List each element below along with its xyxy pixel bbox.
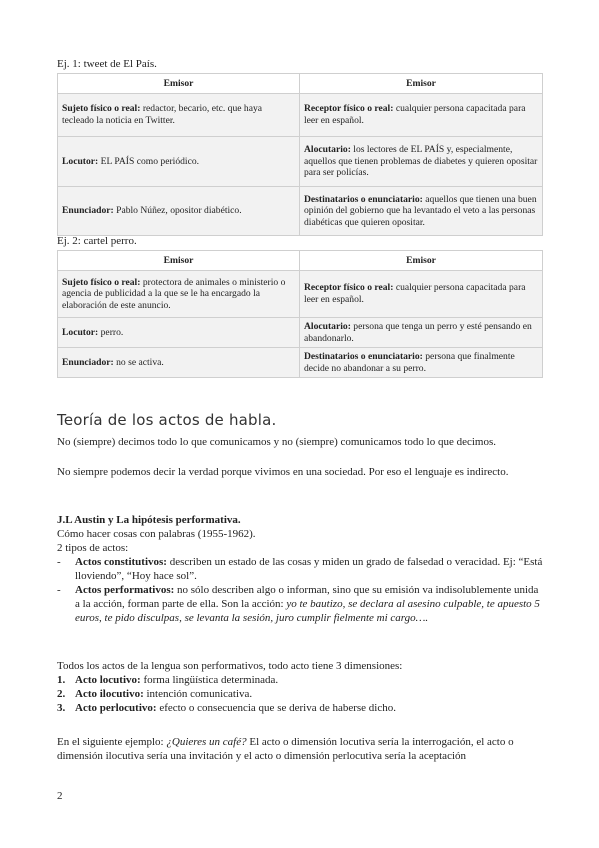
cell-text: cualquier persona capacitada para leer en español. xyxy=(304,103,526,126)
cell-label: Receptor físico o real: xyxy=(304,103,394,115)
text-run: En el siguiente ejemplo: xyxy=(57,736,167,748)
page-number: 2 xyxy=(57,790,63,802)
cell-label: Locutor: xyxy=(62,326,99,338)
item-text: no sólo describen algo o informan, sino que su emisión va indisolublemente unida a la acción, forman parte de ella. Son la acción: xyxy=(75,584,539,610)
item-text: describen un estado de las cosas y miden un grado de falsedad o veracidad. Ej: “Está lloviendo”, “Hoy hace sol”. xyxy=(75,556,543,582)
item-text: forma lingüística determinada. xyxy=(140,674,279,686)
table-cell xyxy=(300,187,543,236)
list-item xyxy=(57,687,543,701)
table-cell xyxy=(58,187,300,236)
item-number: 1. xyxy=(57,674,66,686)
bullet-dash: - xyxy=(57,584,61,596)
table-cell xyxy=(300,318,543,348)
cell-label: Enunciador: xyxy=(62,205,114,217)
numbered-list xyxy=(57,673,543,715)
example-1-caption: Ej. 1: tweet de El País. xyxy=(57,58,157,70)
cell-label: Receptor físico o real: xyxy=(304,282,394,294)
table-cell xyxy=(300,348,543,378)
paragraph: No (siempre) decimos todo lo que comunicamos y no (siempre) comunicamos todo lo que decimos. xyxy=(57,436,496,448)
item-examples: yo te bautizo, se declara al asesino culpable, te apuesto 5 euros, te pido disculpas, se levanta la sesión, juro cumplir fielmente mi cargo…. xyxy=(75,598,540,624)
paragraph xyxy=(57,735,543,763)
table-row xyxy=(58,187,543,236)
subsection-block xyxy=(57,513,543,625)
item-label: Acto locutivo: xyxy=(75,674,141,686)
cell-label: Alocutario: xyxy=(304,144,351,156)
cell-text: Pablo Núñez, opositor diabético. xyxy=(113,205,242,217)
table-row xyxy=(58,348,543,378)
item-label: Acto ilocutivo: xyxy=(75,688,144,700)
cell-text: EL PAÍS como periódico. xyxy=(98,155,200,167)
example-1-table xyxy=(57,73,543,236)
table-cell xyxy=(58,94,300,137)
cell-label: Sujeto físico o real: xyxy=(62,276,141,288)
item-number: 2. xyxy=(57,688,66,700)
table-row xyxy=(58,94,543,137)
subsection-title: J.L Austin y La hipótesis performativa. xyxy=(57,514,241,526)
list-item xyxy=(57,701,543,715)
table-cell xyxy=(58,137,300,187)
cell-label: Destinatarios o enunciatario: xyxy=(304,193,423,205)
example-question: ¿Quieres un café? xyxy=(166,736,247,748)
table-row xyxy=(58,271,543,318)
cell-label: Alocutario: xyxy=(304,321,351,332)
table-row xyxy=(58,137,543,187)
item-label: Actos performativos: xyxy=(75,584,175,596)
item-label: Acto perlocutivo: xyxy=(75,702,157,714)
cell-text: persona que finalmente decide no abandonar a su perro. xyxy=(304,351,515,374)
table-cell xyxy=(58,318,300,348)
cell-label: Locutor: xyxy=(62,155,99,167)
section-heading: Teoría de los actos de habla. xyxy=(57,411,277,429)
cell-label: Enunciador: xyxy=(62,356,114,368)
cell-text: perro. xyxy=(98,326,124,338)
paragraph: Todos los actos de la lengua son performativos, todo acto tiene 3 dimensiones: xyxy=(57,660,403,672)
item-number: 3. xyxy=(57,702,66,714)
text-run: El acto o dimensión locutiva sería la interrogación, el acto o dimensión ilocutiva sería una invitación y el acto o dimensión perlocutiva sería la aceptación xyxy=(57,736,514,762)
item-text: efecto o consecuencia que se deriva de haberse dicho. xyxy=(156,702,397,714)
table-cell xyxy=(58,271,300,318)
example-2-caption: Ej. 2: cartel perro. xyxy=(57,235,137,247)
cell-text: persona que tenga un perro y esté pensando en abandonarlo. xyxy=(304,321,532,344)
item-text: intención comunicativa. xyxy=(143,688,253,700)
cell-text: redactor, becario, etc. que haya tecleado la noticia en Twitter. xyxy=(62,103,263,126)
cell-label: Sujeto físico o real: xyxy=(62,103,141,115)
bullet-list xyxy=(57,555,543,625)
table-row xyxy=(58,318,543,348)
table-cell xyxy=(58,348,300,378)
table-cell xyxy=(300,94,543,137)
cell-text: protectora de animales o ministerio o agencia de publicidad a la que se le ha encargado la elaboración de este anuncio. xyxy=(62,276,286,311)
list-item xyxy=(57,555,543,583)
cell-text: no se activa. xyxy=(113,356,164,368)
cell-text: los lectores de EL PAÍS y, especialmente, aquellos que tienen problemas de diabetes y quieren opositar para ser policías. xyxy=(304,144,538,179)
text-line: Cómo hacer cosas con palabras (1955-1962). xyxy=(57,528,256,540)
table-cell xyxy=(300,271,543,318)
dimensions-block xyxy=(57,659,543,715)
cell-label: Destinatarios o enunciatario: xyxy=(304,351,423,363)
cell-text: aquellos que tienen una buen opinión del gobierno que ha levantado el veto a las personas diabéticas que quieren opositar. xyxy=(304,193,537,228)
table-cell xyxy=(300,137,543,187)
cell-text: cualquier persona capacitada para leer en español. xyxy=(304,282,526,305)
example-2-table xyxy=(57,250,543,378)
item-label: Actos constitutivos: xyxy=(75,556,167,568)
list-item xyxy=(57,673,543,687)
header-cell-right: Emisor xyxy=(300,251,543,271)
bullet-dash: - xyxy=(57,556,61,568)
header-cell-left: Emisor xyxy=(58,74,300,94)
table-header-row xyxy=(58,74,543,94)
header-cell-left: Emisor xyxy=(58,251,300,271)
list-item xyxy=(57,583,543,625)
paragraph: No siempre podemos decir la verdad porque vivimos en una sociedad. Por eso el lenguaje es indirecto. xyxy=(57,466,509,478)
table-header-row xyxy=(58,251,543,271)
header-cell-right: Emisor xyxy=(300,74,543,94)
text-line: 2 tipos de actos: xyxy=(57,542,129,554)
